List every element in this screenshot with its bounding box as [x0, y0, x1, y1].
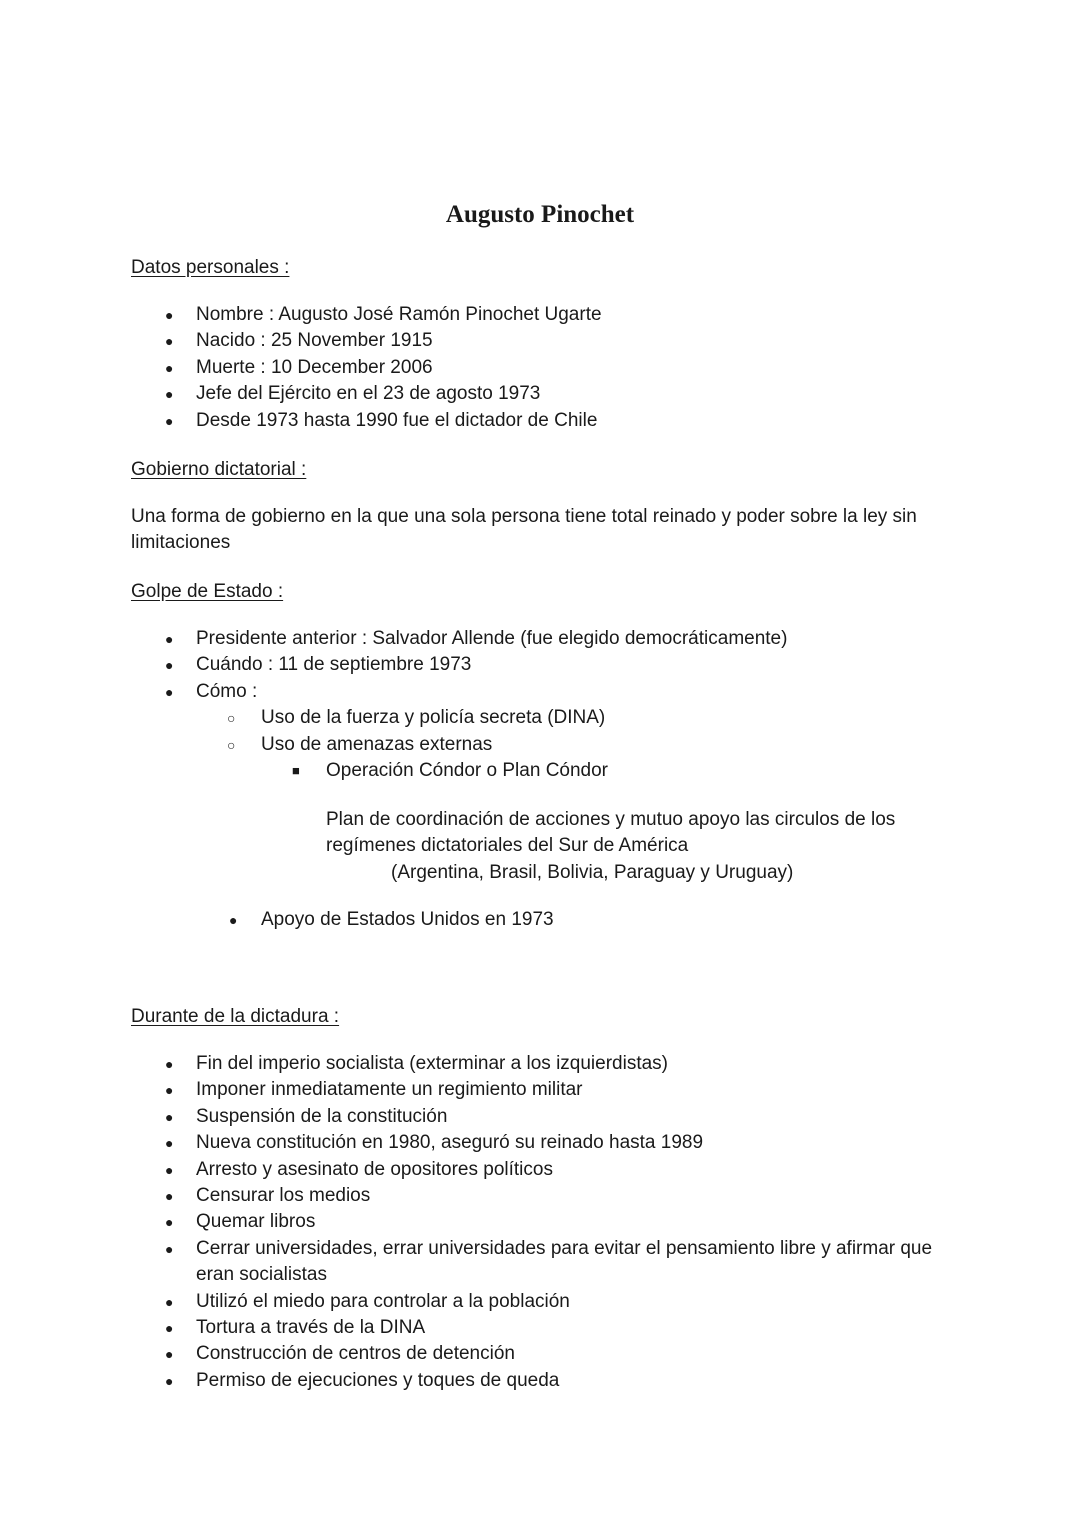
list-item-text: Desde 1973 hasta 1990 fue el dictador de Chile [196, 409, 598, 431]
bullet-icon: ● [165, 1108, 174, 1125]
list-item-text: Cómo : [196, 680, 258, 702]
list-item-text: Cuándo : 11 de septiembre 1973 [196, 654, 472, 676]
hollow-bullet-icon: ○ [227, 736, 236, 753]
list-item [0, 1368, 1080, 1394]
bullet-icon: ● [165, 1056, 174, 1072]
bullet-icon: ● [165, 1346, 174, 1363]
list-item-text: Quemar libros [196, 1211, 316, 1233]
section-heading-golpe: Golpe de Estado : [131, 581, 284, 602]
list-item [0, 732, 1080, 758]
list-item-text: Imponer inmediatamente un regimiento militar [196, 1079, 583, 1101]
list-item [0, 408, 1080, 434]
list-item-text: Jefe del Ejército en el 23 de agosto 1973 [196, 383, 541, 405]
list-item [0, 355, 1080, 381]
list-item [0, 381, 1080, 407]
datos-list [0, 302, 1080, 434]
list-item [0, 1104, 1080, 1130]
list-item-text: Muerte : 10 December 2006 [196, 356, 433, 378]
list-item-text: Nacido : 25 November 1915 [196, 330, 433, 352]
list-item-text: Uso de la fuerza y policía secreta (DINA) [261, 707, 606, 729]
list-item [0, 1051, 1080, 1077]
bullet-icon: ● [165, 631, 174, 647]
list-item-text: Utilizó el miedo para controlar a la población [196, 1290, 570, 1312]
durante-list [0, 1051, 1080, 1394]
bullet-icon: ● [165, 1135, 174, 1152]
list-item [0, 679, 1080, 705]
golpe-apoyo-list [0, 907, 1080, 933]
list-item-text: Cerrar universidades, errar universidades para evitar el pensamiento libre y afirmar que eran socialistas [196, 1237, 933, 1286]
bullet-icon: ● [165, 1320, 174, 1337]
hollow-bullet-icon: ○ [227, 710, 236, 727]
list-item [0, 1341, 1080, 1367]
list-item-text: Tortura a través de la DINA [196, 1317, 426, 1339]
list-item-text: Nueva constitución en 1980, aseguró su reinado hasta 1989 [196, 1132, 704, 1154]
list-item [0, 1236, 1080, 1289]
gobierno-paragraph: Una forma de gobierno en la que una sola persona tiene total reinado y poder sobre la ley sin limitaciones [131, 506, 917, 554]
list-item [0, 1183, 1080, 1209]
list-item [0, 907, 1080, 933]
list-item-text: Apoyo de Estados Unidos en 1973 [261, 909, 554, 930]
bullet-icon: ● [165, 307, 174, 323]
bullet-icon: ● [229, 912, 238, 928]
list-item-text: Censurar los medios [196, 1185, 371, 1207]
bullet-icon: ● [165, 333, 174, 350]
list-item-text: Fin del imperio socialista (exterminar a los izquierdistas) [196, 1053, 669, 1074]
list-item [0, 302, 1080, 328]
bullet-icon: ● [165, 1214, 174, 1231]
list-item-text: Construcción de centros de detención [196, 1343, 515, 1365]
bullet-icon: ● [165, 1188, 174, 1205]
section-heading-durante: Durante de la dictadura : [131, 1006, 340, 1027]
list-item-text: Nombre : Augusto José Ramón Pinochet Ugarte [196, 304, 602, 325]
bullet-icon: ● [165, 657, 174, 674]
plan-condor-description: Plan de coordinación de acciones y mutuo apoyo las circulos de los regímenes dictatoriales del Sur de América [326, 809, 896, 857]
golpe-list [0, 626, 1080, 784]
bullet-icon: ● [165, 386, 174, 403]
square-bullet-icon: ■ [292, 763, 300, 779]
bullet-icon: ● [165, 1293, 174, 1310]
list-item [0, 328, 1080, 354]
list-item [0, 758, 1080, 784]
list-item-text: Operación Cóndor o Plan Cóndor [326, 760, 609, 782]
list-item [0, 705, 1080, 731]
section-heading-gobierno: Gobierno dictatorial : [131, 459, 307, 480]
bullet-icon: ● [165, 683, 174, 700]
list-item [0, 1077, 1080, 1103]
list-item [0, 1315, 1080, 1341]
document-title: Augusto Pinochet [445, 201, 635, 228]
list-item [0, 1289, 1080, 1315]
list-item [0, 652, 1080, 678]
list-item-text: Presidente anterior : Salvador Allende (fue elegido democráticamente) [196, 628, 788, 649]
list-item [0, 1209, 1080, 1235]
list-item-text: Permiso de ejecuciones y toques de queda [196, 1369, 560, 1391]
list-item [0, 626, 1080, 652]
list-item-text: Arresto y asesinato de opositores políticos [196, 1158, 553, 1180]
bullet-icon: ● [165, 1082, 174, 1099]
section-heading-datos: Datos personales : [131, 257, 290, 278]
bullet-icon: ● [165, 412, 174, 429]
list-item [0, 1130, 1080, 1156]
list-item-text: Suspensión de la constitución [196, 1105, 448, 1127]
plan-condor-countries: (Argentina, Brasil, Bolivia, Paraguay y Uruguay) [391, 862, 794, 883]
list-item-text: Uso de amenazas externas [261, 733, 493, 755]
bullet-icon: ● [165, 1240, 174, 1257]
bullet-icon: ● [165, 359, 174, 376]
bullet-icon: ● [165, 1161, 174, 1178]
bullet-icon: ● [165, 1372, 174, 1389]
list-item [0, 1157, 1080, 1183]
